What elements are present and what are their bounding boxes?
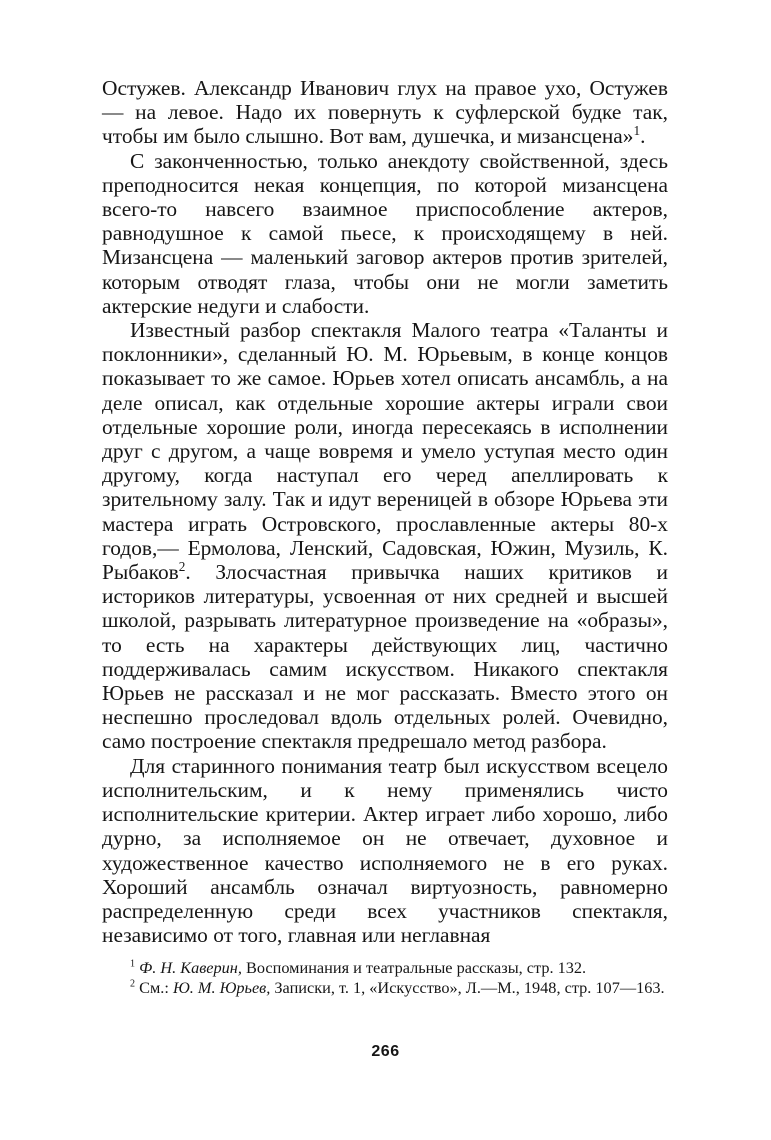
paragraph-1 bbox=[102, 76, 668, 149]
paragraph-4: Для старинного понимания театр был искусством всецело исполнительским, и к нему применялись чисто исполнительские критерии. Актер играет либо хорошо, либо дурно, за исполняемое он не отвечает, духовное и художественное качество исполняемого не в его руках. Хороший ансамбль означал виртуозность, равномерно распределенную среди всех участников спектакля, независимо от того, главная или неглавная bbox=[102, 753, 668, 948]
paragraph-3-text-a: Известный разбор спектакля Малого театра «Таланты и поклонники», сделанный Ю. М. Юрьевым, в конце концов показывает то же самое. Юрьев хотел описать ансамбль, а на деле описал, как отдельные хорошие актеры играли свои отдельные хорошие роли, иногда пересекаясь в исполнении друг с другом, а чаще вовремя и умело уступая место один другому, когда наступал его черед апеллировать к зрительному залу. Так и идут вереницей в обзоре Юрьева эти мастера играть Островского, прославленные актеры 80-х годов,— Ермолова, Ленский, Садовская, Южин, Музиль, К. Рыбаков bbox=[102, 318, 668, 585]
page-body bbox=[102, 76, 668, 947]
paragraph-2: С законченностью, только анекдоту свойственной, здесь преподносится некая концепция, по которой мизансцена всего-то навсего взаимное приспособление актеров, равнодушное к самой пьесе, к происходящему в ней. Мизансцена — маленький заговор актеров против зрителей, которым отводят глаза, чтобы они не могли заметить актерские недуги и слабости. bbox=[102, 148, 668, 318]
footnote-ref-2[interactable]: 2 bbox=[178, 558, 186, 574]
footnote-2-author: Ю. М. Юрьев, bbox=[172, 977, 271, 997]
paragraph-3 bbox=[102, 318, 668, 754]
footnote-1 bbox=[102, 958, 668, 978]
paragraph-1-text: Остужев. Александр Иванович глух на правое ухо, Остужев — на левое. Надо их повернуть к суфлерской будке так, чтобы им было слышно. Вот вам, душечка, и мизансцена» bbox=[102, 76, 668, 149]
footnotes bbox=[102, 958, 668, 997]
main-text bbox=[102, 76, 668, 947]
paragraph-1-tail: . bbox=[640, 124, 646, 149]
footnote-2-prefix: См.: bbox=[139, 977, 173, 997]
footnote-ref-1[interactable]: 1 bbox=[633, 123, 641, 139]
footnote-marker-1: 1 bbox=[130, 958, 136, 970]
paragraph-3-text-b: . Злосчастная привычка наших критиков и историков литературы, усвоенная от них средней и высшей школой, разрывать литературное произведение на «образы», то есть на характеры действующих лиц, частично поддерживалась самим искусством. Никакого спектакля Юрьев не рассказал и не мог рассказать. Вместо этого он неспешно проследовал вдоль отдельных ролей. Очевидно, само построение спектакля предрешало метод разбора. bbox=[102, 560, 668, 754]
footnote-marker-2: 2 bbox=[130, 978, 136, 990]
footnote-1-author: Ф. Н. Каверин, bbox=[139, 958, 242, 977]
page-number: 266 bbox=[371, 1043, 400, 1060]
footnote-2-text: Записки, т. 1, «Искусство», Л.—М., 1948, стр. 107—163. bbox=[270, 977, 665, 997]
footnote-1-text: Воспоминания и театральные рассказы, стр. 132. bbox=[241, 958, 587, 977]
footnote-2 bbox=[102, 978, 668, 998]
